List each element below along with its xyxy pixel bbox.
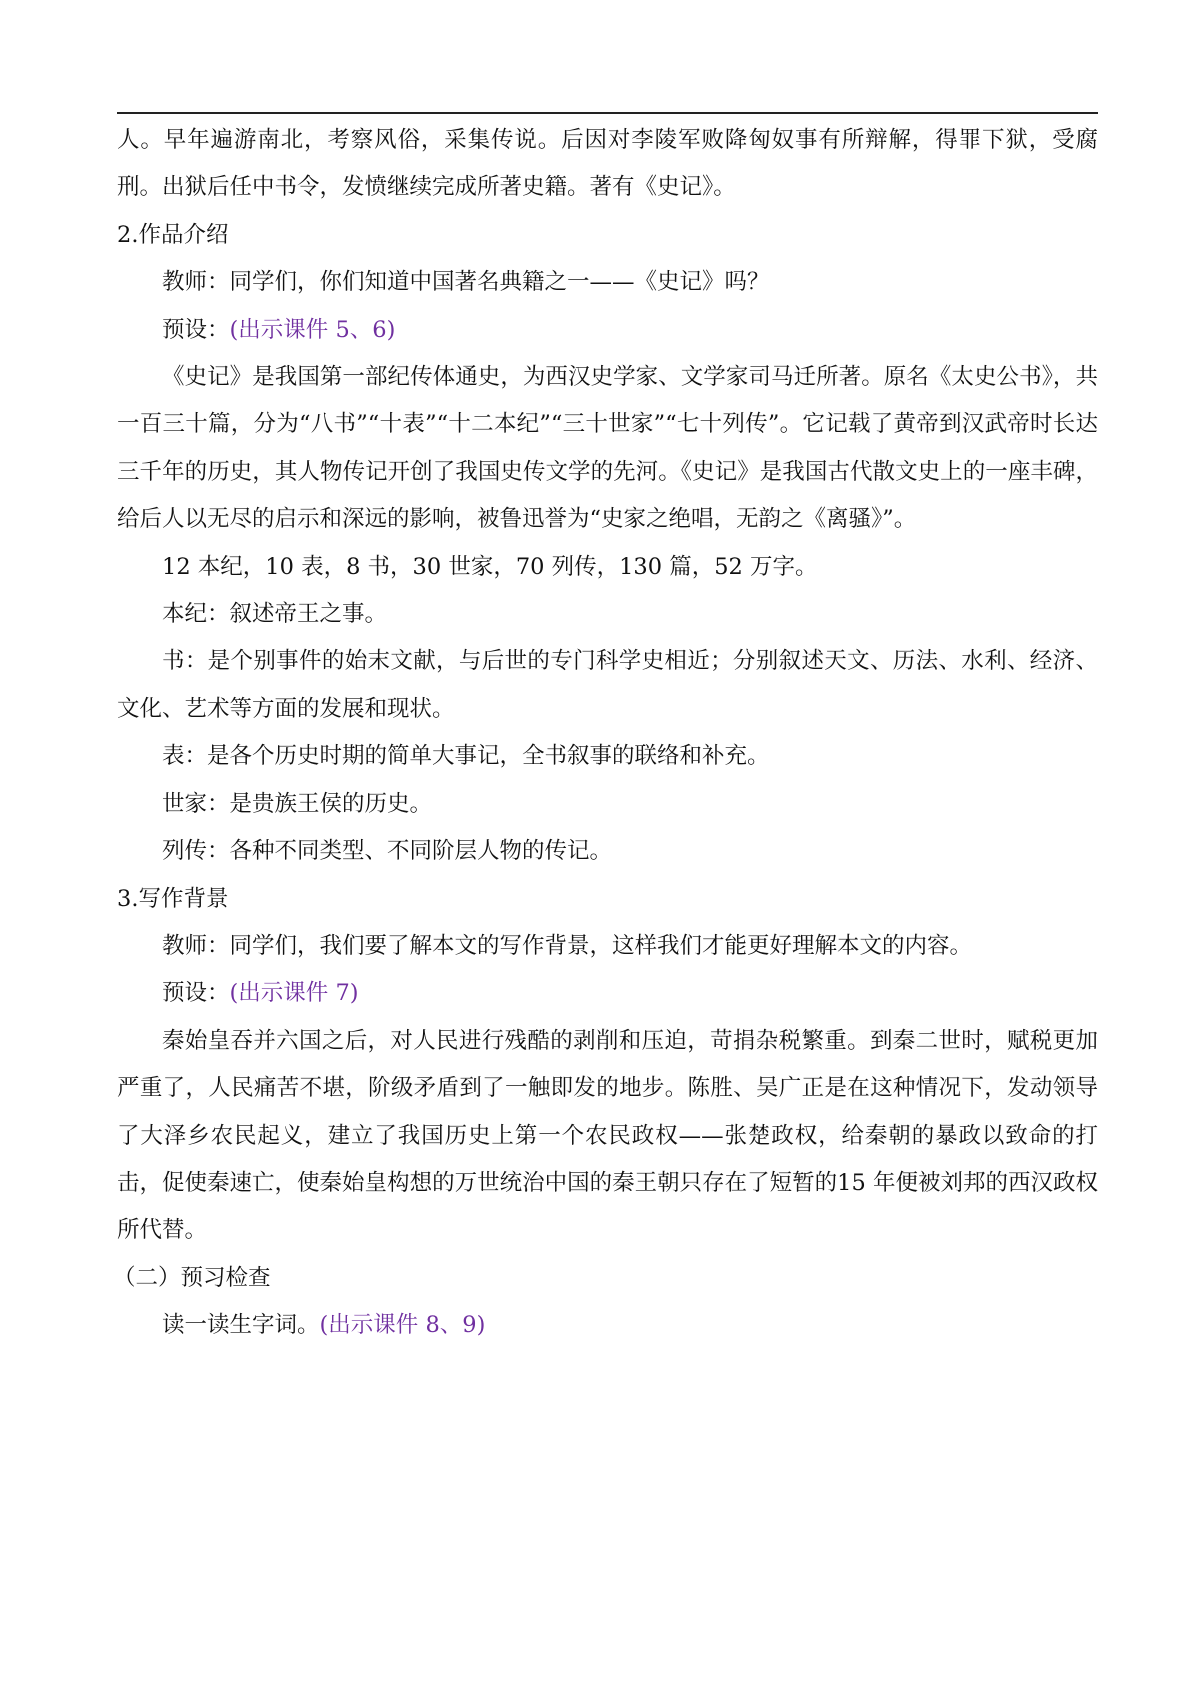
intro-continuation-paragraph: 人。早年遍游南北，考察风俗，采集传说。后因对李陵军败降匈奴事有所辩解，得罪下狱，受腐刑。出狱后任中书令，发愤继续完成所著史籍。著有《史记》。	[117, 127, 1098, 201]
preview-instruction: 读一读生字词。	[162, 1312, 320, 1339]
teacher-question: 教师：同学们，你们知道中国著名典籍之一——《史记》吗？	[162, 269, 770, 296]
header-rule	[117, 112, 1098, 114]
section-heading-work-intro: 2.作品介绍	[117, 221, 229, 248]
biao-definition: 表：是各个历史时期的简单大事记，全书叙事的联络和补充。	[162, 743, 770, 770]
shijia-definition: 世家：是贵族王侯的历史。	[162, 790, 433, 817]
background-paragraph: 秦始皇吞并六国之后，对人民进行残酷的剥削和压迫，苛捐杂税繁重。到秦二世时，赋税更加严重了，人民痛苦不堪，阶级矛盾到了一触即发的地步。陈胜、吴广正是在这种情况下，发动领导了大泽乡农民起义，建立了我国历史上第一个农民政权——张楚政权，给秦朝的暴政以致命的打击，促使秦速亡，使秦始皇构想的万世统治中国的秦王朝只存在了短暂的15 年便被刘邦的西汉政权所代替。	[117, 1027, 1098, 1244]
shiji-intro-paragraph: 《史记》是我国第一部纪传体通史，为西汉史学家、文学家司马迁所著。原名《太史公书》，共一百三十篇，分为“八书”“十表”“十二本纪”“三十世家”“七十列传”。它记载了黄帝到汉武帝时长达三千年的历史，其人物传记开创了我国史传文学的先河。《史记》是我国古代散文史上的一座丰碑，给后人以无尽的启示和深远的影响，被鲁迅誉为“史家之绝唱，无韵之《离骚》”。	[117, 364, 1098, 533]
preset-line-background	[117, 970, 1098, 1017]
courseware-reference: (出示课件 7)	[229, 980, 359, 1007]
preset-line-work	[117, 307, 1098, 354]
courseware-reference: (出示课件 8、9)	[319, 1312, 486, 1339]
teacher-statement: 教师：同学们，我们要了解本文的写作背景，这样我们才能更好理解本文的内容。	[162, 932, 973, 959]
structure-summary: 12 本纪，10 表，8 书，30 世家，70 列传，130 篇，52 万字。	[162, 553, 818, 580]
shu-definition: 书：是个别事件的始末文献，与后世的专门科学史相近；分别叙述天文、历法、水利、经济、文化、艺术等方面的发展和现状。	[117, 648, 1098, 722]
benji-definition: 本纪：叙述帝王之事。	[162, 601, 388, 628]
preset-label: 预设：	[162, 316, 230, 343]
section-heading-background: 3.写作背景	[117, 885, 229, 912]
document-body	[113, 117, 1098, 1350]
preview-instruction-line	[117, 1302, 1098, 1349]
section-heading-preview-check: （二）预习检查	[113, 1264, 271, 1291]
courseware-reference: (出示课件 5、6)	[229, 316, 396, 343]
liezhuan-definition: 列传：各种不同类型、不同阶层人物的传记。	[162, 838, 613, 865]
preset-label: 预设：	[162, 980, 230, 1007]
